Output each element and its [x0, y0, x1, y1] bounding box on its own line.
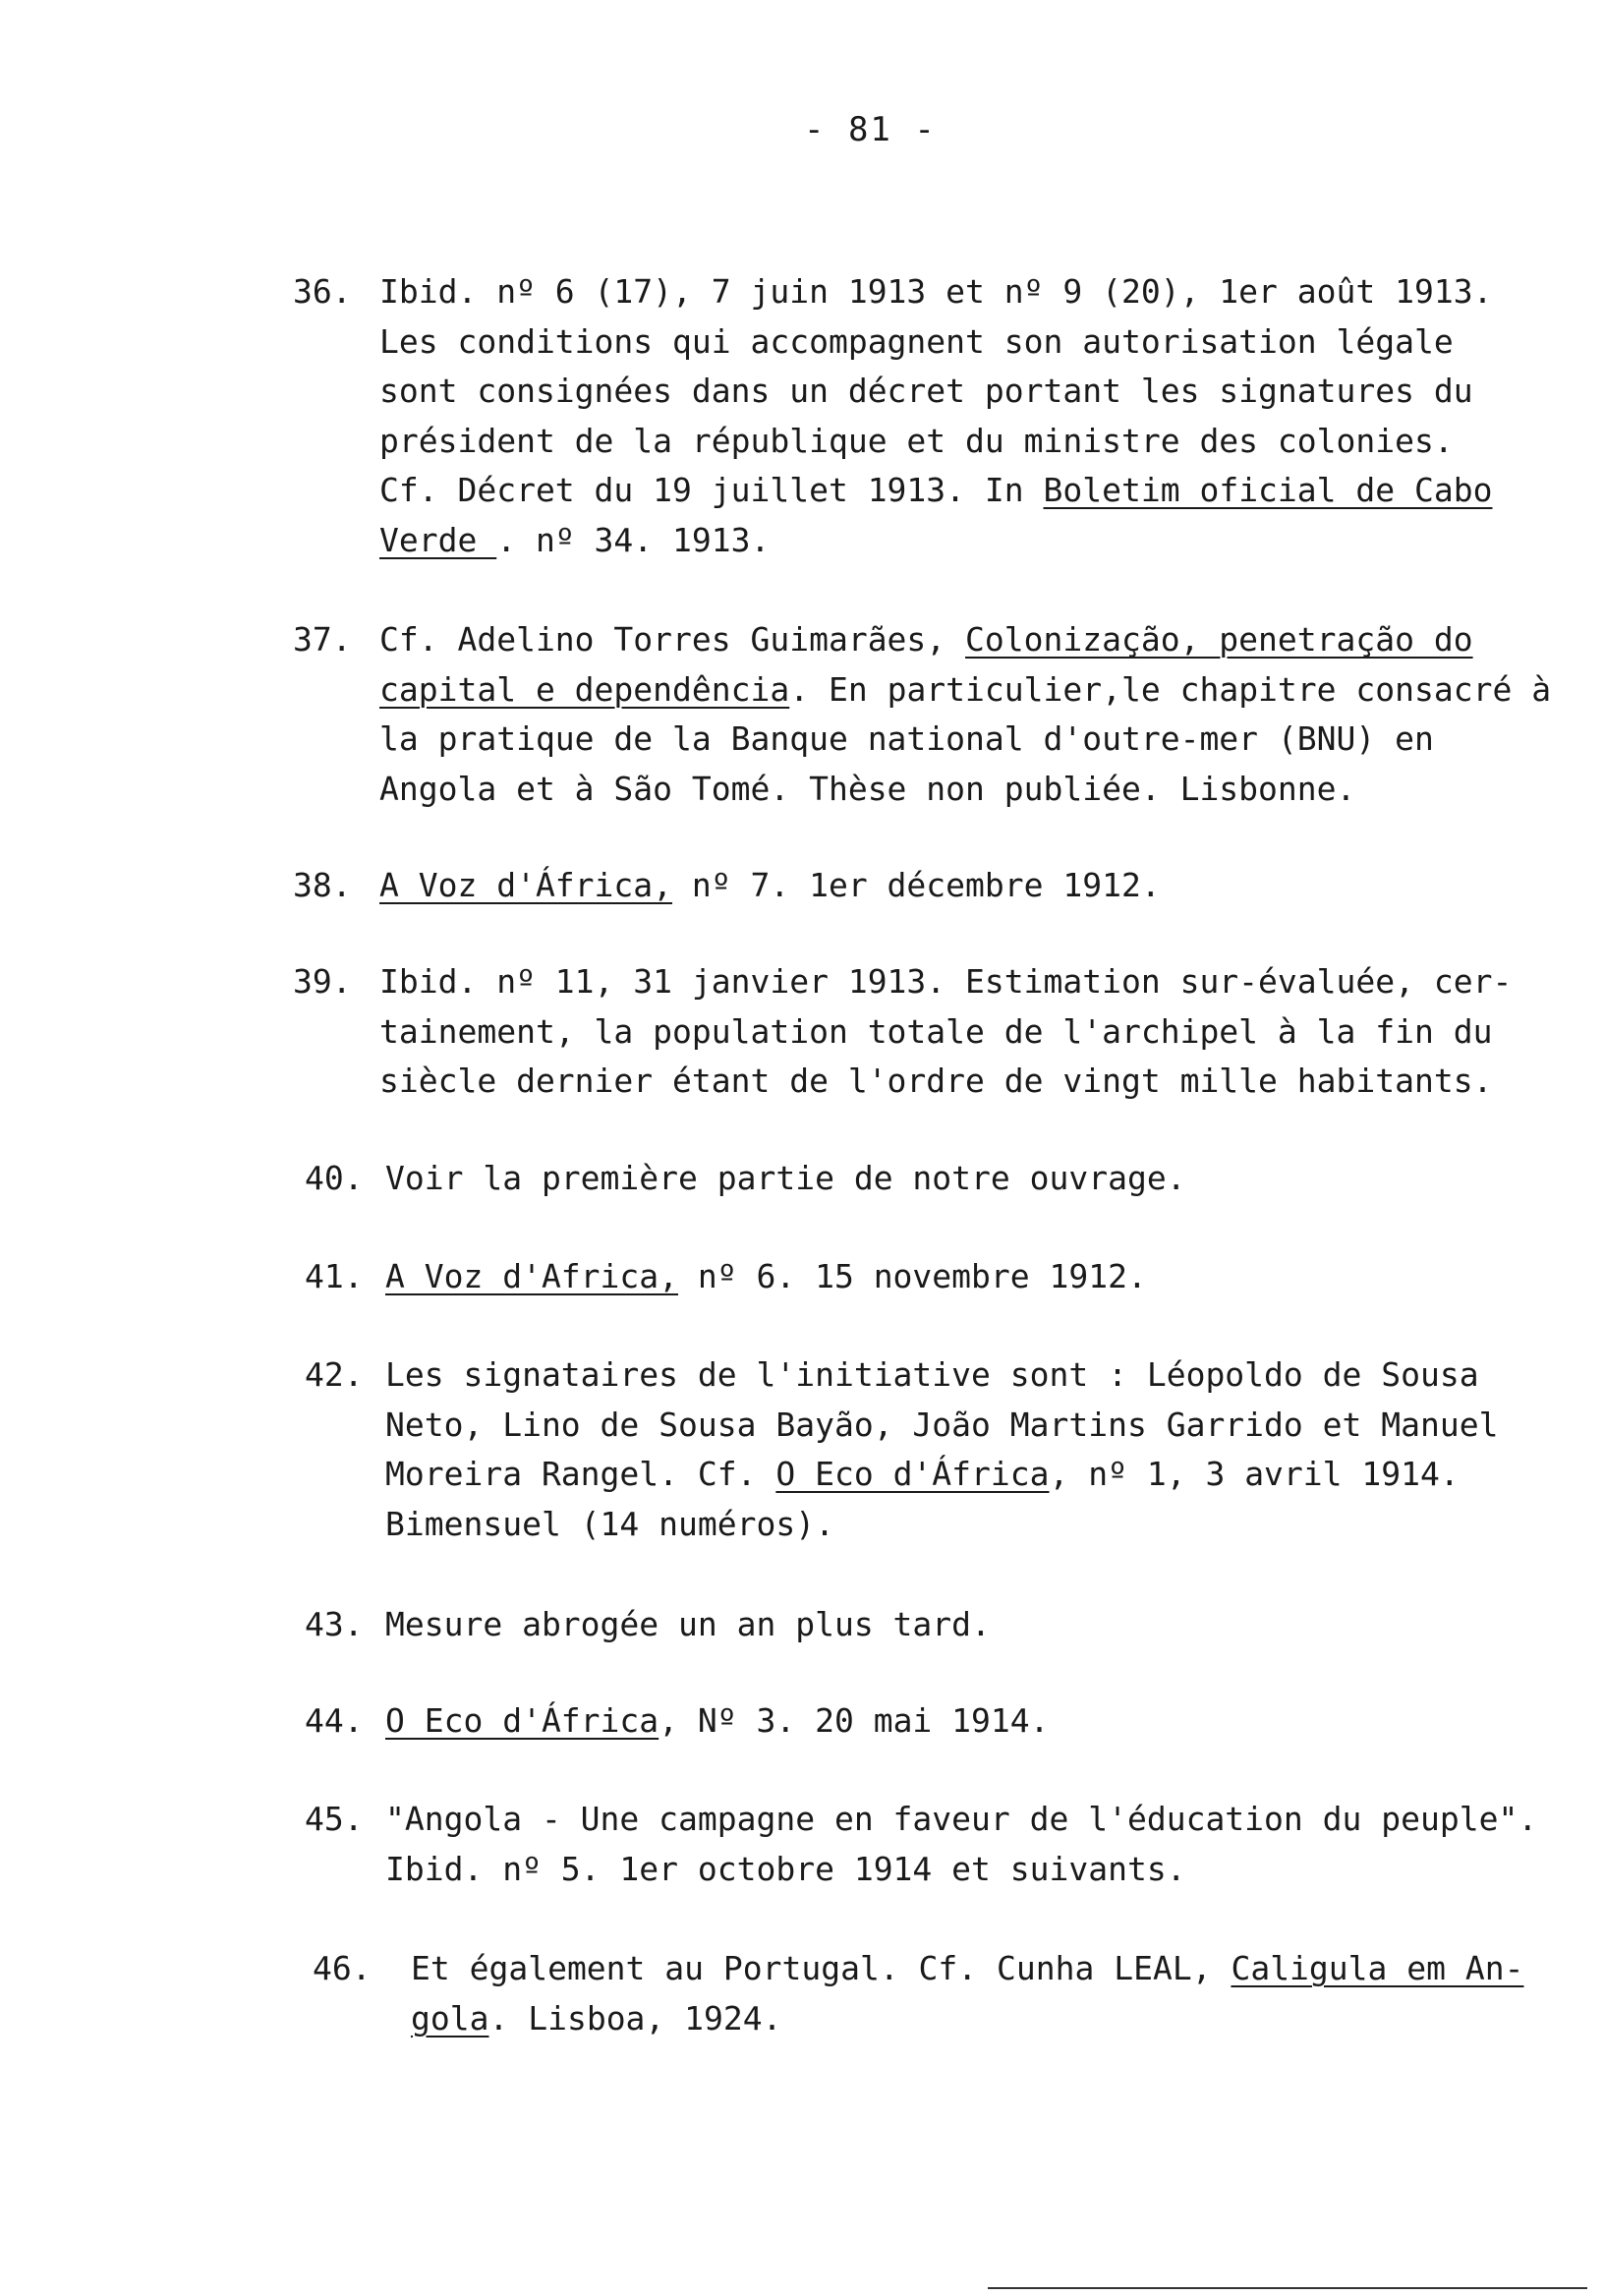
- footnote-line: [379, 267, 1492, 317]
- footnote-line: [379, 665, 1551, 716]
- text-segment: Ibid. nº 6 (17), 7 juin 1913 et nº 9 (20), 1er août 1913.: [379, 272, 1493, 311]
- underlined-title: A Voz d'Africa,: [385, 1257, 679, 1295]
- footnote-text: [385, 1350, 1498, 1549]
- text-segment: Neto, Lino de Sousa Bayão, João Martins Garrido et Manuel: [385, 1405, 1499, 1444]
- footnote-line: [379, 1057, 1512, 1107]
- text-segment: Moreira Rangel. Cf.: [385, 1455, 776, 1493]
- footnote-line: [379, 367, 1492, 417]
- footnote-line: [385, 1845, 1537, 1895]
- footnote-line: [379, 1007, 1512, 1058]
- text-segment: Et également au Portugal. Cf. Cunha LEAL,: [411, 1949, 1232, 1987]
- footnote-line: [385, 1252, 1147, 1302]
- underlined-title: Caligula em An-: [1231, 1949, 1524, 1987]
- underlined-title: Colonização, penetração do: [965, 620, 1473, 659]
- footnote-line: [379, 417, 1492, 467]
- text-segment: Ibid. nº 5. 1er octobre 1914 et suivants.: [385, 1849, 1186, 1888]
- text-segment: , Nº 3. 20 mai 1914.: [659, 1701, 1050, 1740]
- footnote-number: 43.: [305, 1605, 364, 1643]
- footnote-line: [379, 615, 1551, 665]
- footnote-line: [385, 1696, 1050, 1747]
- text-segment: Cf. Décret du 19 juillet 1913. In: [379, 471, 1044, 509]
- footnote-number: 44.: [305, 1701, 364, 1740]
- footnote-line: [385, 1401, 1498, 1451]
- footnote-number: 36.: [293, 272, 352, 311]
- text-segment: Les conditions qui accompagnent son autorisation légale: [379, 321, 1454, 361]
- text-segment: nº 7. 1er décembre 1912.: [672, 866, 1161, 904]
- footnote-text: [385, 1696, 1050, 1747]
- underlined-title: gola: [411, 1998, 489, 2038]
- footnote-line: [379, 715, 1551, 765]
- underlined-title: capital e dependência: [379, 669, 790, 709]
- footnote-line: [411, 1994, 1523, 2044]
- footnote-text: [385, 1600, 991, 1650]
- footnote-line: [385, 1600, 991, 1650]
- footnote-line: [379, 957, 1512, 1007]
- footnote-number: 45.: [305, 1800, 364, 1838]
- footnote-line: [385, 1450, 1498, 1500]
- footnote-text: [385, 1154, 1186, 1204]
- footnote-line: [385, 1500, 1498, 1550]
- footnote-line: [379, 317, 1492, 368]
- footnote-text: [379, 267, 1492, 565]
- page-number: - 81 -: [804, 110, 937, 149]
- footnote-line: [411, 1944, 1523, 1994]
- footnote-number: 39.: [293, 962, 352, 1001]
- text-segment: , nº 1, 3 avril 1914.: [1049, 1455, 1460, 1493]
- footnote-line: [379, 466, 1492, 516]
- footnote-number: 42.: [305, 1355, 364, 1394]
- text-segment: tainement, la population totale de l'archipel à la fin du: [379, 1011, 1493, 1051]
- text-segment: . Lisboa, 1924.: [488, 1998, 782, 2038]
- footnote-text: [379, 957, 1512, 1107]
- text-segment: . En particulier,le chapitre consacré à: [789, 669, 1552, 709]
- text-segment: Les signataires de l'initiative sont : Léopoldo de Sousa: [385, 1355, 1479, 1394]
- text-segment: Ibid. nº 11, 31 janvier 1913. Estimation sur-évaluée, cer-: [379, 962, 1513, 1001]
- text-segment: Bimensuel (14 numéros).: [385, 1504, 834, 1543]
- text-segment: Angola et à São Tomé. Thèse non publiée. Lisbonne.: [379, 769, 1356, 808]
- footnote-text: [379, 615, 1551, 814]
- text-segment: sont consignées dans un décret portant les signatures du: [379, 372, 1473, 410]
- footnote-number: 40.: [305, 1159, 364, 1197]
- text-segment: nº 6. 15 novembre 1912.: [678, 1257, 1147, 1295]
- footer-rule: [988, 2287, 1587, 2289]
- footnote-number: 37.: [293, 620, 352, 659]
- text-segment: président de la république et du ministre des colonies.: [379, 421, 1454, 460]
- text-segment: . nº 34. 1913.: [496, 520, 771, 559]
- footnote-text: [385, 1252, 1147, 1302]
- underlined-title: Boletim oficial de Cabo: [1043, 471, 1493, 509]
- underlined-title: Verde: [379, 520, 497, 559]
- footnote-number: 41.: [305, 1257, 364, 1295]
- text-segment: Cf. Adelino Torres Guimarães,: [379, 620, 966, 659]
- footnote-line: [385, 1154, 1186, 1204]
- text-segment: siècle dernier étant de l'ordre de vingt mille habitants.: [379, 1062, 1493, 1100]
- text-segment: la pratique de la Banque national d'outre-mer (BNU) en: [379, 719, 1434, 758]
- text-segment: Mesure abrogée un an plus tard.: [385, 1605, 991, 1643]
- footnote-line: [385, 1350, 1498, 1401]
- footnote-number: 46.: [313, 1949, 372, 1987]
- footnote-line: [385, 1795, 1537, 1845]
- footnote-text: [411, 1944, 1523, 2043]
- underlined-title: O Eco d'África: [385, 1701, 659, 1740]
- footnote-line: [379, 861, 1161, 911]
- underlined-title: O Eco d'África: [775, 1455, 1050, 1493]
- footnote-text: [385, 1795, 1537, 1894]
- text-segment: Voir la première partie de notre ouvrage.: [385, 1159, 1186, 1197]
- footnote-number: 38.: [293, 866, 352, 904]
- underlined-title: A Voz d'África,: [379, 866, 673, 904]
- footnote-text: [379, 861, 1161, 911]
- text-segment: "Angola - Une campagne en faveur de l'éducation du peuple".: [385, 1800, 1538, 1838]
- footnote-line: [379, 765, 1551, 815]
- footnote-line: [379, 516, 1492, 566]
